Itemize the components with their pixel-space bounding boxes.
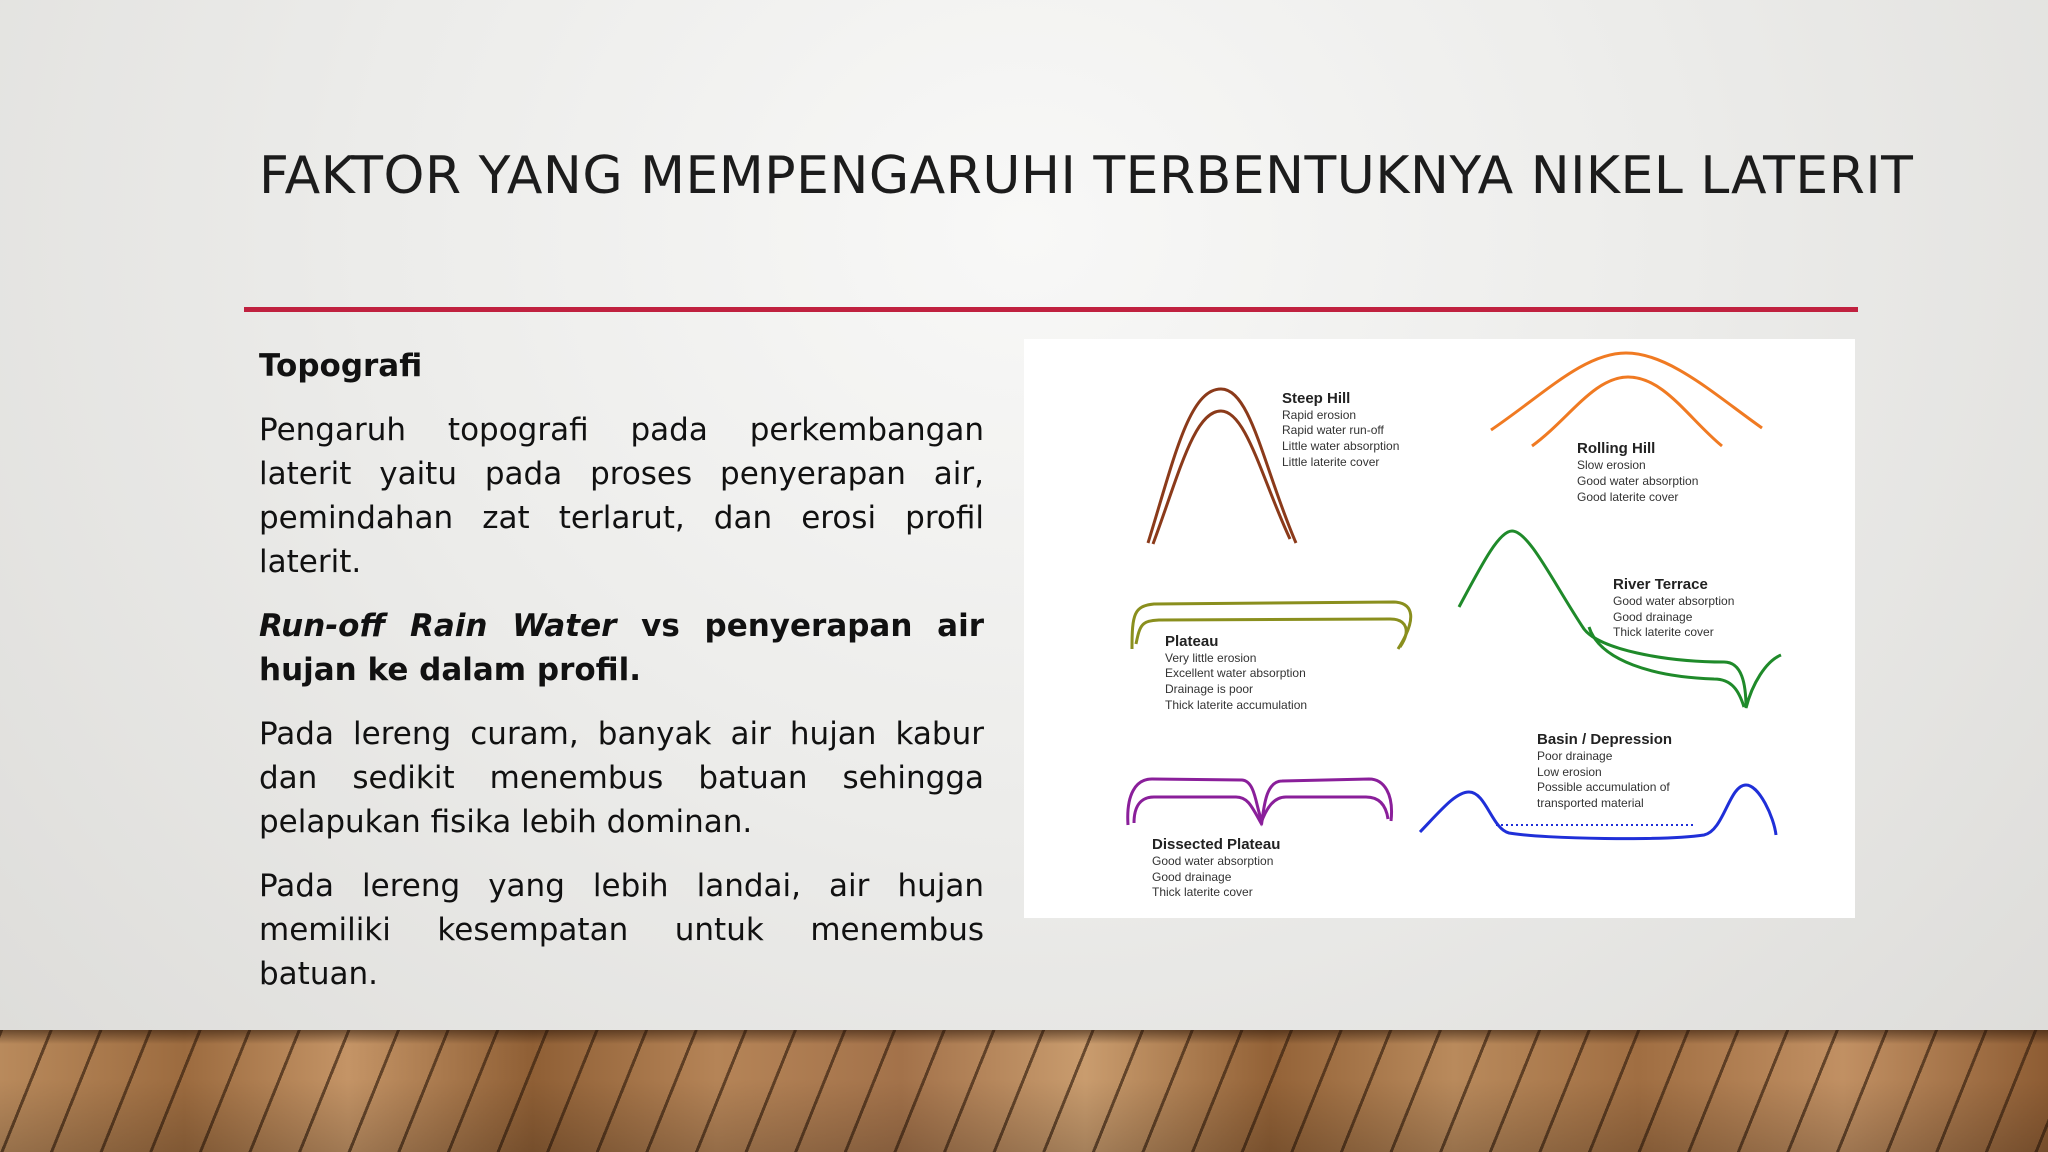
plateau-line-1: Very little erosion (1165, 651, 1257, 665)
river-terrace-line-2: Good drainage (1613, 610, 1693, 624)
paragraph-1: Pengaruh topografi pada perkembangan laterit yaitu pada proses penyerapan air, pemindahan zat terlarut, dan erosi profil laterit. (259, 412, 984, 580)
rolling-hill-line-3: Good laterite cover (1577, 490, 1679, 504)
plateau-line-3: Drainage is poor (1165, 682, 1254, 696)
paragraph-4: Pada lereng yang lebih landai, air hujan memiliki kesempatan untuk menembus batuan. (259, 868, 984, 992)
basin-line-1: Poor drainage (1537, 749, 1613, 763)
steep-hill-line-3: Little water absorption (1282, 439, 1400, 453)
steep-hill-line-4: Little laterite cover (1282, 455, 1380, 469)
plateau-line-4: Thick laterite accumulation (1165, 698, 1308, 712)
plateau-line-2: Excellent water absorption (1165, 666, 1306, 680)
steep-hill-line-1: Rapid erosion (1282, 408, 1357, 422)
plateau-group (1132, 602, 1411, 712)
rolling-hill-group (1491, 353, 1762, 504)
dissected-plateau-line-1: Good water absorption (1152, 854, 1274, 868)
steep-hill-title: Steep Hill (1282, 390, 1351, 407)
plateau-title: Plateau (1165, 633, 1219, 650)
river-terrace-line-1: Good water absorption (1613, 594, 1735, 608)
topography-diagram (1024, 339, 1855, 918)
basin-line-4: transported material (1537, 796, 1644, 810)
dissected-plateau-line-3: Thick laterite cover (1152, 885, 1253, 899)
steep-hill-line-2: Rapid water run-off (1282, 423, 1384, 437)
rolling-hill-outer-curve (1491, 353, 1762, 430)
paragraph-2-rest: vs penyerapan air hujan ke dalam profil. (259, 608, 984, 688)
basin-group (1420, 731, 1776, 839)
steep-hill-group (1148, 389, 1399, 544)
river-terrace-line-3: Thick laterite cover (1613, 625, 1714, 639)
river-terrace-lower-curve (1589, 627, 1744, 707)
steep-hill-inner-curve (1153, 411, 1290, 544)
dissected-plateau-inner-curve (1134, 797, 1388, 823)
slide-title: FAKTOR YANG MEMPENGARUHI TERBENTUKNYA NIKEL LATERIT (259, 146, 1914, 206)
basin-title: Basin / Depression (1537, 731, 1673, 748)
basin-line-3: Possible accumulation of (1537, 780, 1670, 794)
topography-figure (1024, 339, 1855, 918)
section-heading: Topografi (259, 348, 423, 384)
dissected-plateau-title: Dissected Plateau (1152, 836, 1281, 853)
dissected-plateau-line-2: Good drainage (1152, 870, 1232, 884)
basin-line-2: Low erosion (1537, 765, 1602, 779)
paragraph-3: Pada lereng curam, banyak air hujan kabur dan sedikit menembus batuan sehingga pelapukan fisika lebih dominan. (259, 716, 984, 840)
paragraph-2 (259, 604, 984, 692)
rolling-hill-line-2: Good water absorption (1577, 474, 1699, 488)
rolling-hill-line-1: Slow erosion (1577, 458, 1646, 472)
paragraph-2-italic: Run-off Rain Water (259, 608, 617, 644)
dissected-plateau-group (1128, 779, 1392, 899)
river-terrace-title: River Terrace (1613, 576, 1708, 593)
rolling-hill-title: Rolling Hill (1577, 440, 1656, 457)
body-text (259, 344, 984, 1016)
floor-shadow (0, 1030, 2048, 1152)
rolling-hill-inner-curve (1532, 377, 1722, 446)
river-terrace-group (1459, 531, 1781, 708)
title-divider (244, 307, 1858, 312)
